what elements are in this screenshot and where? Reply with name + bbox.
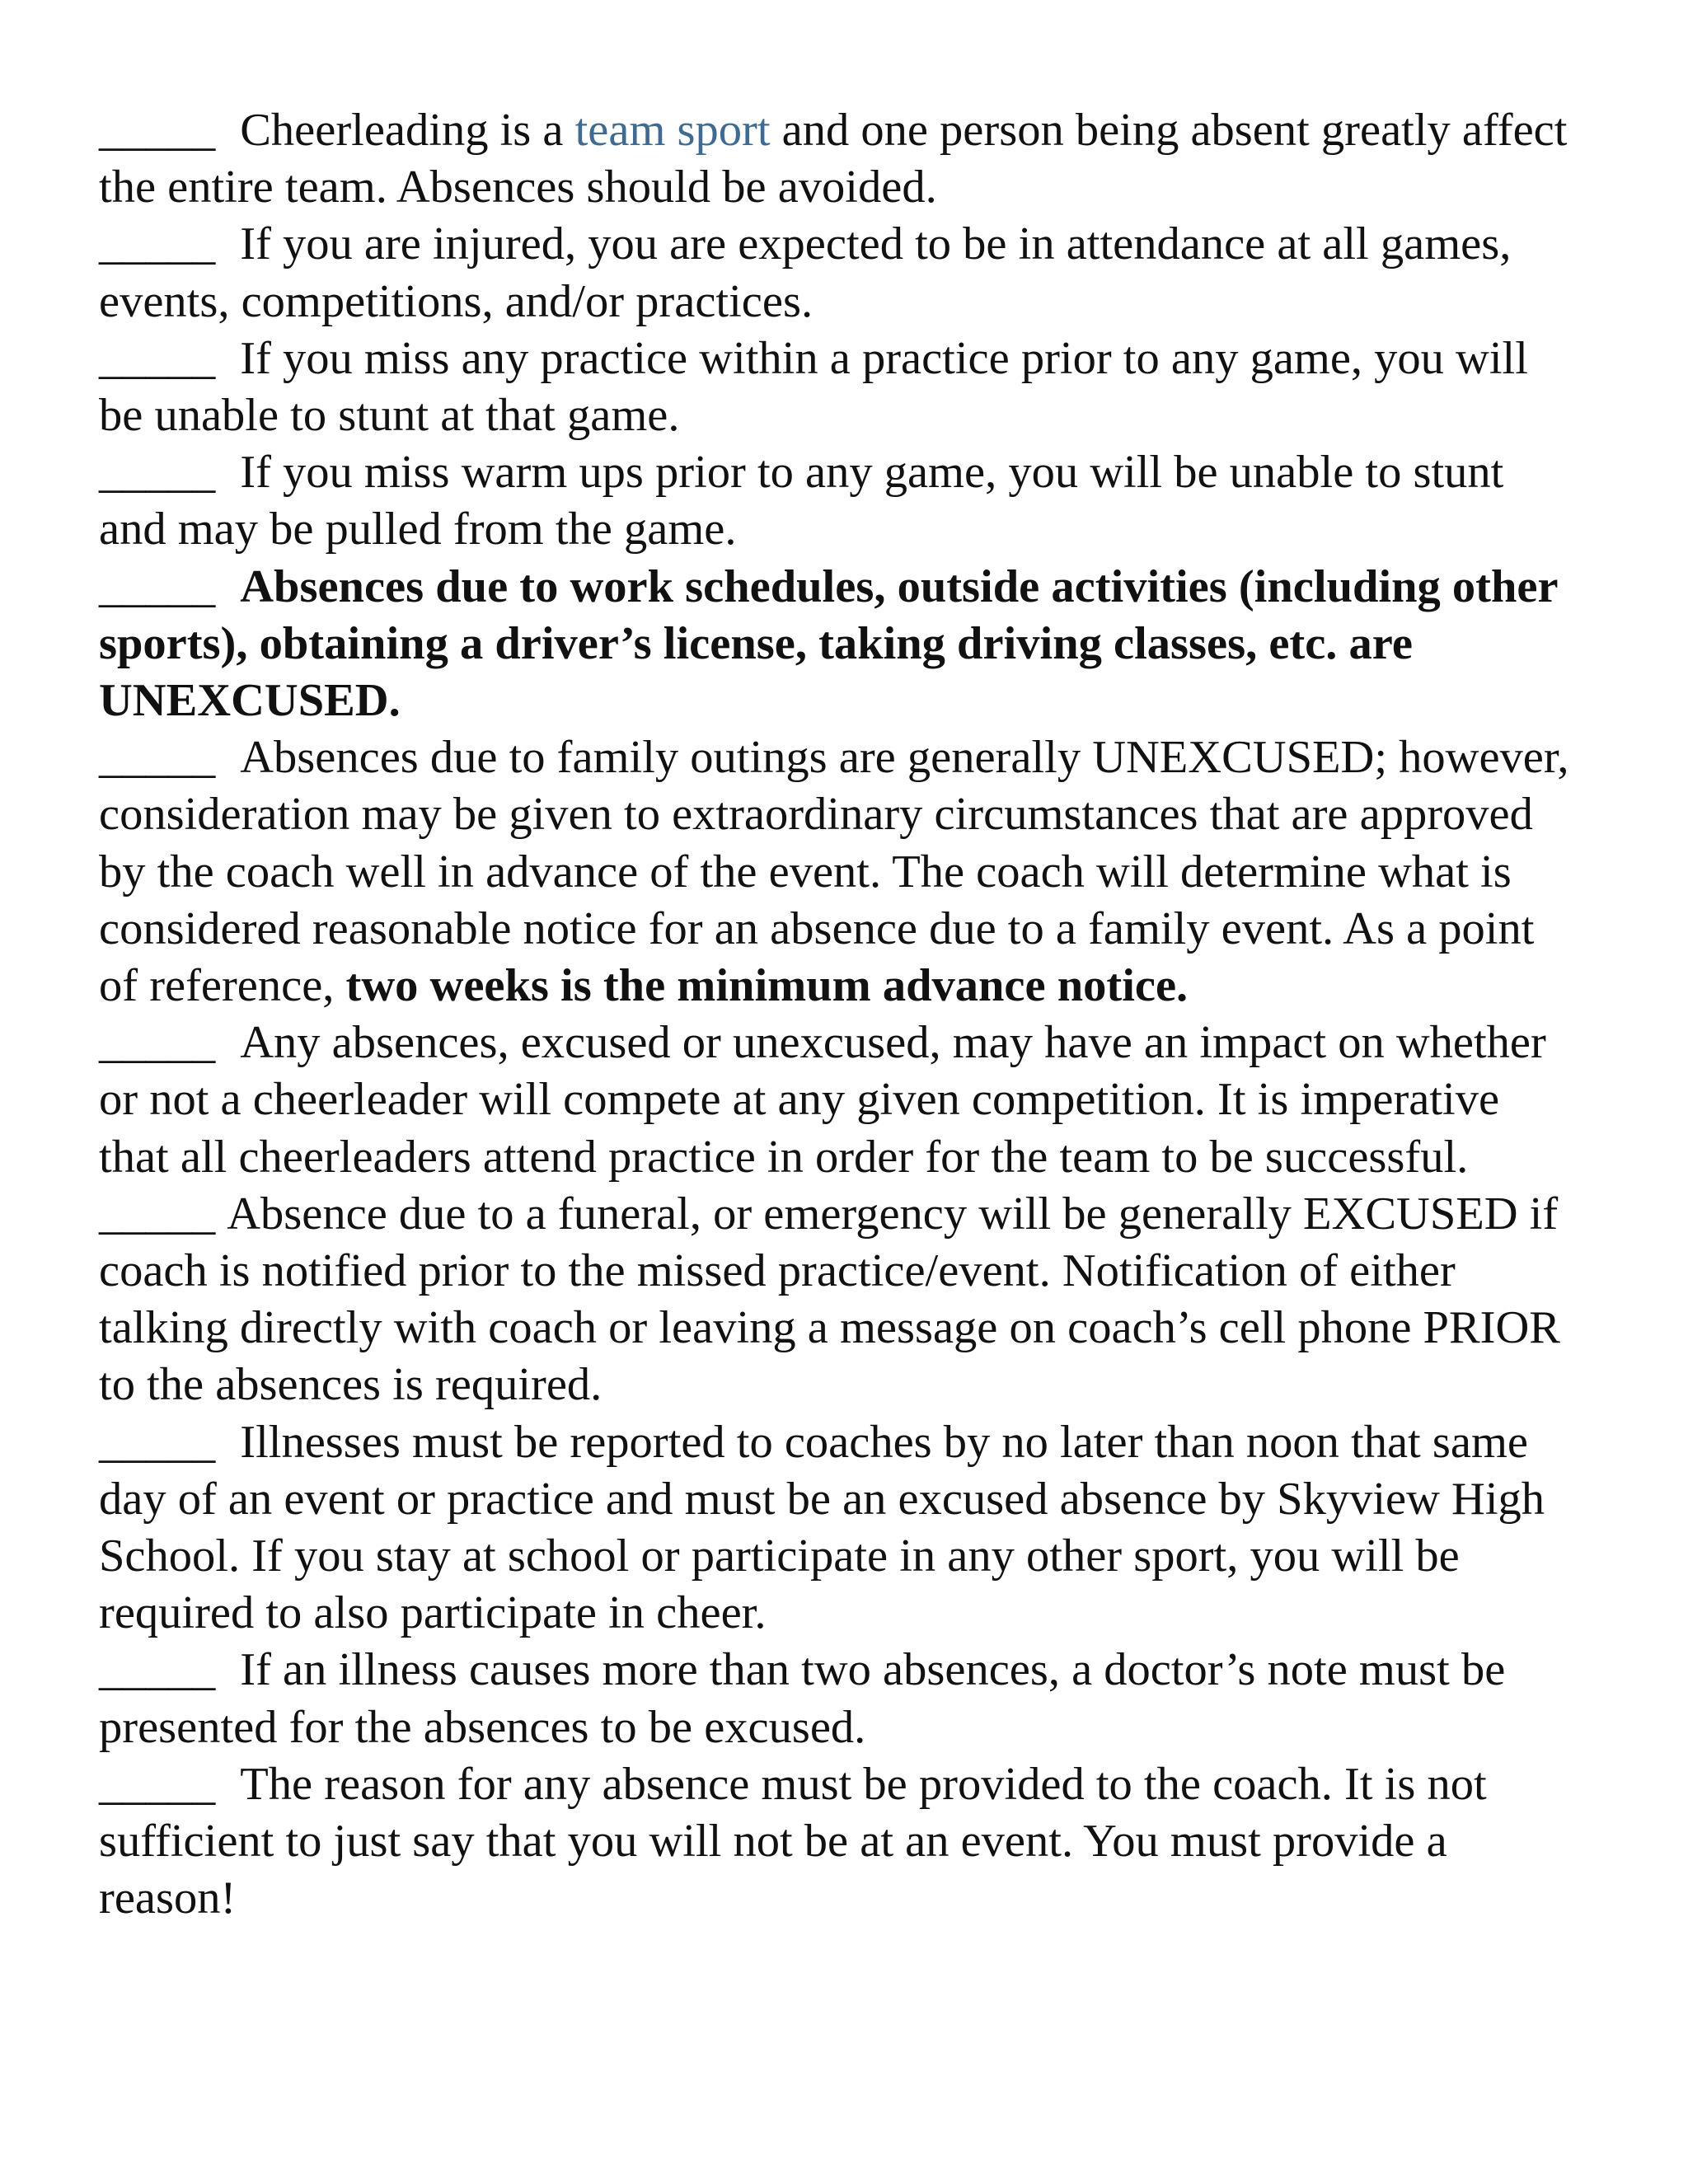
team-sport-link[interactable]: team sport	[574, 105, 771, 156]
policy-text: If you are injured, you are expected to be in attendance at all games, events, competitions, and/or practices.	[99, 218, 1512, 327]
initial-blank: _____	[99, 447, 216, 499]
policy-text: and one person being absent greatly affect the entire team. Absences should be avoided.	[99, 105, 1568, 213]
policy-text: The reason for any absence must be provided to the coach. It is not sufficient to just say that you will not be at an event. You must provide a reason!	[99, 1758, 1487, 1924]
policy-text: Any absences, excused or unexcused, may have an impact on whether or not a cheerleader will compete at any given competition. It is imperative that all cheerleaders attend practice in order for the team to be successful.	[99, 1017, 1546, 1183]
policy-text: Absences due to family outings are generally UNEXCUSED; however, consideration may be given to extraordinary circumstances that are approved by the coach well in advance of the event. The coach will determine what is considered reasonable notice for an absence due to a family event. As a point of reference,	[99, 732, 1569, 1012]
initial-blank: _____	[99, 1017, 216, 1069]
policy-item-doctors-note	[99, 1642, 1574, 1755]
initial-blank: _____	[99, 1416, 216, 1468]
initial-blank: _____	[99, 560, 216, 612]
initial-blank: _____	[99, 1188, 216, 1240]
initial-blank: _____	[99, 732, 216, 784]
advance-notice-bold: two weeks is the minimum advance notice.	[345, 960, 1189, 1012]
policy-item-missed-practice	[99, 330, 1574, 444]
policy-item-team-sport	[99, 102, 1574, 216]
policy-item-illnesses	[99, 1414, 1574, 1643]
initial-blank: _____	[99, 105, 216, 156]
initial-blank: _____	[99, 218, 216, 270]
policy-item-injured	[99, 216, 1574, 330]
initial-blank: _____	[99, 1758, 216, 1810]
policy-text: If you miss warm ups prior to any game, you will be unable to stunt and may be pulled from the game.	[99, 447, 1504, 555]
policy-item-reason-required	[99, 1756, 1574, 1928]
policy-text-bold: Absences due to work schedules, outside activities (including other sports), obtaining a driver’s license, taking driving classes, etc. are UNEXCUSED.	[99, 560, 1558, 727]
policy-text: Absence due to a funeral, or emergency will be generally EXCUSED if coach is notified prior to the missed practice/event. Notification of either talking directly with coach or leaving a message on coach’s cell phone PRIOR to the absences is required.	[99, 1188, 1560, 1411]
policy-item-unexcused-activities	[99, 559, 1574, 730]
policy-item-competition-impact	[99, 1015, 1574, 1186]
policy-item-warm-ups	[99, 444, 1574, 558]
policy-document	[99, 102, 1574, 1928]
initial-blank: _____	[99, 332, 216, 384]
initial-blank: _____	[99, 1644, 216, 1696]
policy-text: Illnesses must be reported to coaches by no later than noon that same day of an event or practice and must be an excused absence by Skyview High School. If you stay at school or participate in any other sport, you will be required to also participate in cheer.	[99, 1416, 1545, 1639]
policy-text: If an illness causes more than two absences, a doctor’s note must be presented for the absences to be excused.	[99, 1644, 1506, 1753]
policy-item-funeral-emergency	[99, 1186, 1574, 1414]
policy-text: Cheerleading is a	[240, 105, 575, 156]
policy-item-family-outings	[99, 729, 1574, 1015]
policy-text: If you miss any practice within a practice prior to any game, you will be unable to stunt at that game.	[99, 332, 1528, 442]
